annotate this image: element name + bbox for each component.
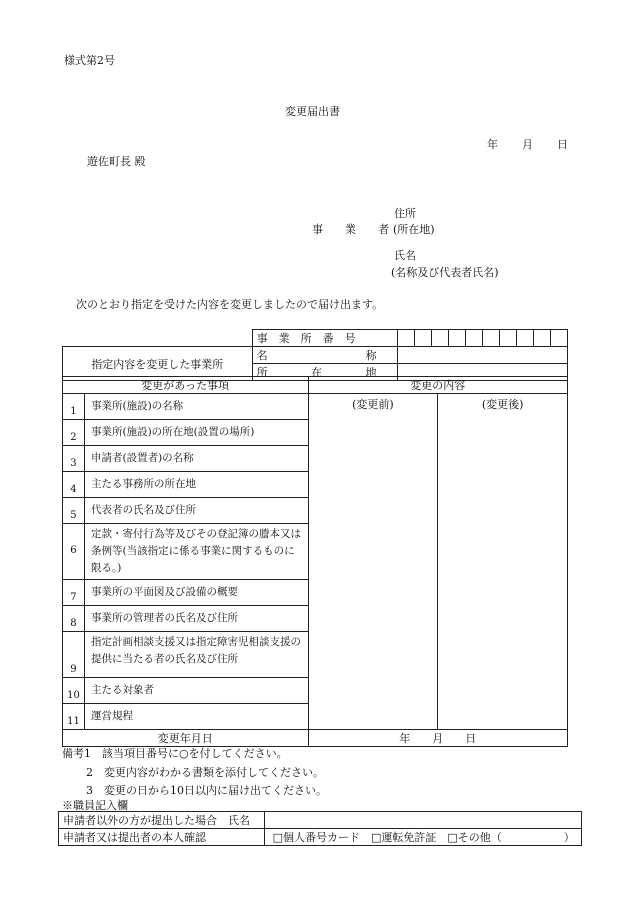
change-date-field[interactable]: 年 月 日 [308,730,568,747]
content-header: 変更の内容 [308,377,568,394]
date-year: 年 [487,138,498,151]
staff-heading: ※職員記入欄 [62,799,128,812]
item-text: 代表者の氏名及び住所 [84,498,308,524]
office-name-field[interactable] [397,347,567,364]
before-column[interactable]: (変更前) [308,394,438,730]
staff-table [58,811,582,846]
note-1: 備考1 該当項目番号に○を付してください。 [62,747,288,760]
staff-row1-label: 申請者以外の方が提出した場合 氏名 [59,812,265,829]
item-text: 指定計画相談支援又は指定障害児相談支援の提供に当たる者の氏名及び住所 [84,632,308,678]
item-text: 主たる事務所の所在地 [84,472,308,498]
office-number-cell[interactable] [431,330,448,347]
office-number-cell[interactable] [550,330,567,347]
item-text: 主たる対象者 [84,678,308,704]
item-number[interactable]: 2 [63,420,85,446]
note-2: 2 変更内容がわかる書類を添付してください。 [86,766,324,779]
item-number[interactable]: 9 [63,632,85,678]
location-label: (所在地) [393,223,435,236]
item-text: 事業所の平面図及び設備の概要 [84,580,308,606]
item-number[interactable]: 6 [63,524,85,580]
date-day: 日 [557,138,568,151]
form-number: 様式第2号 [64,54,115,67]
other-checkbox[interactable]: □その他（ [447,831,502,844]
addressee: 遊佐町長 殿 [87,155,146,168]
office-number-label: 事 業 所 番 号 [252,330,397,347]
office-location-label: 所 在 地 [252,364,397,381]
staff-row2-options: □個人番号カード □運転免許証 □その他（ ） [264,829,581,846]
office-number-cell[interactable] [482,330,499,347]
note-3: 3 変更の日から10日以内に届け出てください。 [86,784,327,797]
id-card-checkbox[interactable]: □個人番号カード [272,831,360,844]
office-name-label: 名 称 [252,347,397,364]
item-number[interactable]: 4 [63,472,85,498]
office-number-cell[interactable] [414,330,431,347]
item-text: 事業所(施設)の名称 [84,394,308,420]
license-checkbox[interactable]: □運転免許証 [370,831,437,844]
item-number[interactable]: 8 [63,606,85,632]
page-title: 変更届出書 [285,105,340,118]
item-text: 事業所(施設)の所在地(設置の場所) [84,420,308,446]
office-number-cell[interactable] [448,330,465,347]
office-number-cell[interactable] [465,330,482,347]
office-row-label: 指定内容を変更した事業所 [63,347,253,381]
date-month: 月 [522,138,533,151]
office-table [62,329,568,381]
office-number-cell[interactable] [499,330,516,347]
item-number[interactable]: 1 [63,394,85,420]
business-label: 事 業 者 [312,223,389,236]
name-detail: (名称及び代表者氏名) [391,266,499,279]
item-number[interactable]: 3 [63,446,85,472]
after-column[interactable]: (変更後) [438,394,568,730]
item-number[interactable]: 7 [63,580,85,606]
office-number-cell[interactable] [397,330,414,347]
address-label: 住所 [394,207,416,220]
item-text: 運営規程 [84,704,308,730]
item-text: 事業所の管理者の氏名及び住所 [84,606,308,632]
item-text: 申請者(設置者)の名称 [84,446,308,472]
intro-text: 次のとおり指定を受けた内容を変更しましたので届け出ます。 [76,298,384,311]
name-label: 氏名 [394,249,416,262]
changes-table [62,376,568,747]
change-date-label: 変更年月日 [63,730,309,747]
staff-row1-field[interactable] [264,812,581,829]
items-header: 変更があった事項 [63,377,309,394]
item-number[interactable]: 5 [63,498,85,524]
staff-row2-label: 申請者又は提出者の本人確認 [59,829,265,846]
item-number[interactable]: 10 [63,678,85,704]
office-number-cell[interactable] [533,330,550,347]
item-text: 定款・寄付行為等及びその登記簿の謄本又は条例等(当該指定に係る事業に関するものに限る。) [84,524,308,580]
item-number[interactable]: 11 [63,704,85,730]
office-number-cell[interactable] [516,330,533,347]
